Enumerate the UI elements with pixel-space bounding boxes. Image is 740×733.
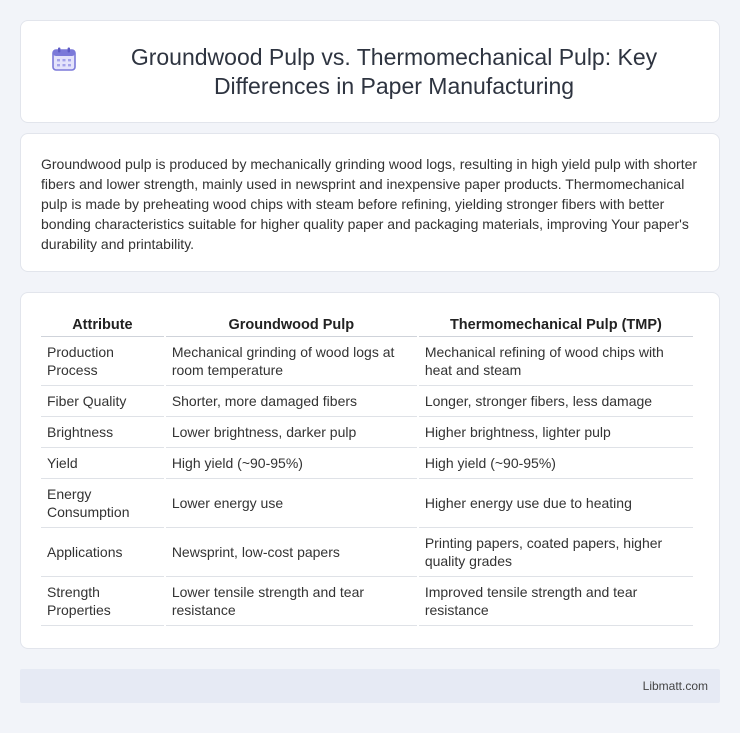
- footer-bar: [20, 669, 720, 703]
- page-title: Groundwood Pulp vs. Thermomechanical Pulp: Key Differences in Paper Manufacturing: [130, 43, 658, 99]
- header-tmp: Thermomechanical Pulp (TMP): [419, 311, 693, 337]
- cell-groundwood: Lower tensile strength and tear resistance: [166, 577, 417, 626]
- header-card: [20, 20, 720, 123]
- cell-groundwood: Mechanical grinding of wood logs at room temperature: [166, 337, 417, 386]
- cell-tmp: Mechanical refining of wood chips with heat and steam: [419, 337, 693, 386]
- cell-groundwood: Newsprint, low-cost papers: [166, 528, 417, 577]
- cell-groundwood: Shorter, more damaged fibers: [166, 386, 417, 417]
- table-row: [41, 417, 693, 448]
- footer-brand: Libmatt.com: [642, 679, 708, 693]
- cell-attribute: Brightness: [41, 417, 164, 448]
- cell-attribute: Strength Properties: [41, 577, 164, 626]
- table-row: [41, 337, 693, 386]
- cell-tmp: Higher energy use due to heating: [419, 479, 693, 528]
- table-row: [41, 577, 693, 626]
- comparison-table: [39, 311, 695, 626]
- comparison-table-card: [20, 292, 720, 649]
- cell-attribute: Fiber Quality: [41, 386, 164, 417]
- cell-tmp: Improved tensile strength and tear resistance: [419, 577, 693, 626]
- cell-groundwood: Lower energy use: [166, 479, 417, 528]
- cell-attribute: Production Process: [41, 337, 164, 386]
- header-attribute: Attribute: [41, 311, 164, 337]
- table-row: [41, 386, 693, 417]
- cell-tmp: Higher brightness, lighter pulp: [419, 417, 693, 448]
- table-row: [41, 479, 693, 528]
- cell-tmp: Printing papers, coated papers, higher quality grades: [419, 528, 693, 577]
- cell-groundwood: Lower brightness, darker pulp: [166, 417, 417, 448]
- header-groundwood: Groundwood Pulp: [166, 311, 417, 337]
- cell-tmp: Longer, stronger fibers, less damage: [419, 386, 693, 417]
- table-row: [41, 448, 693, 479]
- cell-attribute: Applications: [41, 528, 164, 577]
- intro-card: [20, 133, 720, 272]
- intro-paragraph: Groundwood pulp is produced by mechanically grinding wood logs, resulting in high yield pulp with shorter fibers and lower strength, mainly used in newsprint and inexpensive paper products. Thermomechanical pulp is made by preheating wood chips with steam before refining, yielding stronger fibers with better bonding characteristics suitable for higher quality paper and packaging materials, improving Your paper's durability and printability.: [41, 156, 698, 252]
- table-header-row: [41, 311, 693, 337]
- cell-tmp: High yield (~90-95%): [419, 448, 693, 479]
- cell-groundwood: High yield (~90-95%): [166, 448, 417, 479]
- calendar-icon: [51, 46, 77, 72]
- cell-attribute: Yield: [41, 448, 164, 479]
- table-row: [41, 528, 693, 577]
- cell-attribute: Energy Consumption: [41, 479, 164, 528]
